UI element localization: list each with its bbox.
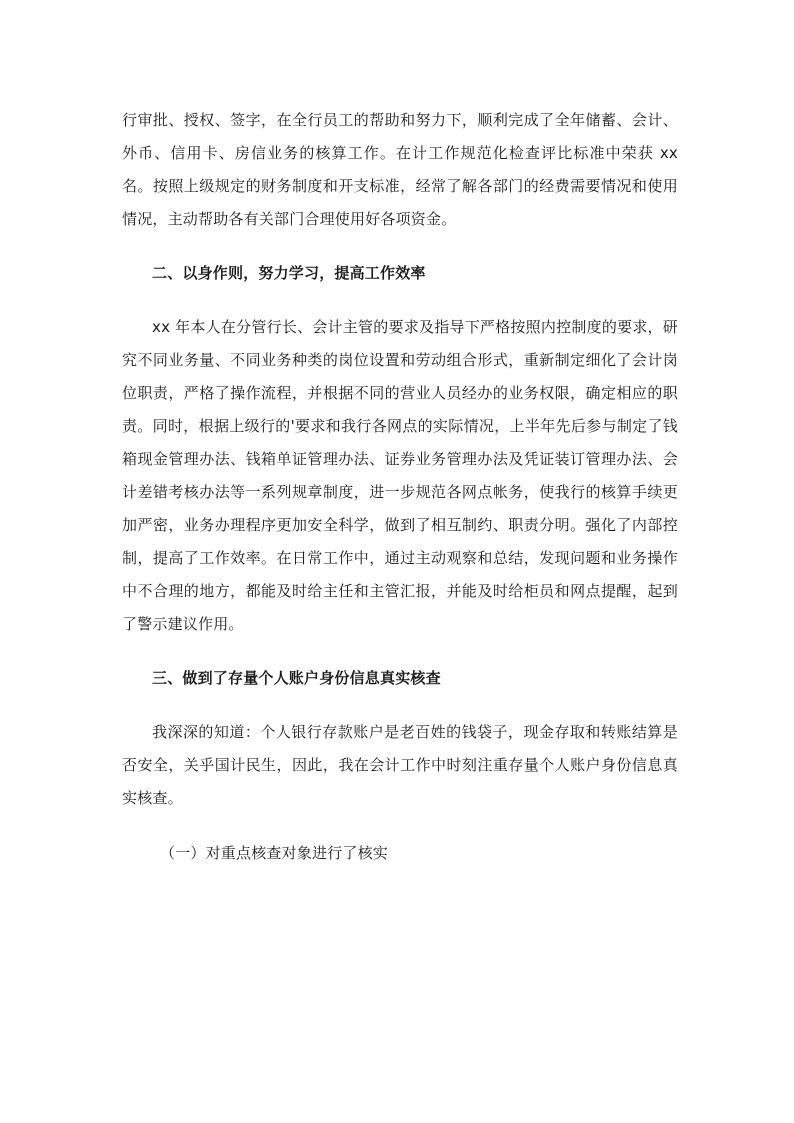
section-heading-3: 三、做到了存量个人账户身份信息真实核查 [152, 669, 441, 687]
paragraph-1: 行审批、授权、签字，在全行员工的帮助和努力下，顺利完成了全年储蓄、会计、外币、信用卡、房信业务的核算工作。在计工作规范化检查评比标准中荣获 xx 名。按照上级规定的财务制度和开支标准，经常了解各部门的经费需要情况和使用情况，主动帮助各有关部门合理使用好各项资金。 [122, 111, 678, 228]
section-heading-2: 二、以身作则，努力学习，提高工作效率 [152, 264, 426, 282]
paragraph-2: xx 年本人在分管行长、会计主管的要求及指导下严格按照内控制度的要求，研究不同业务量、不同业务种类的岗位设置和劳动组合形式，重新制定细化了会计岗位职责，严格了操作流程，并根据不同的营业人员经办的业务权限，确定相应的职责。同时，根据上级行的'要求和我行各网点的实际情况，上半年先后参与制定了钱箱现金管理办法、钱箱单证管理办法、证券业务管理办法及凭证装订管理办法、会计差错考核办法等一系列规章制度，进一步规范各网点帐务，使我行的核算手续更加严密，业务办理程序更加安全科学，做到了相互制约、职责分明。强化了内部控制，提高了工作效率。在日常工作中，通过主动观察和总结，发现问题和业务操作中不合理的地方，都能及时给主任和主管汇报，并能及时给柜员和网点提醒，起到了警示建议作用。 [122, 318, 678, 633]
subsection-heading-1: （一）对重点核查对象进行了核实 [160, 844, 389, 862]
paragraph-3: 我深深的知道：个人银行存款账户是老百姓的钱袋子，现金存取和转账结算是否安全，关乎国计民生，因此，我在会计工作中时刻注重存量个人账户身份信息真实核查。 [122, 723, 678, 807]
document-body [122, 104, 678, 870]
